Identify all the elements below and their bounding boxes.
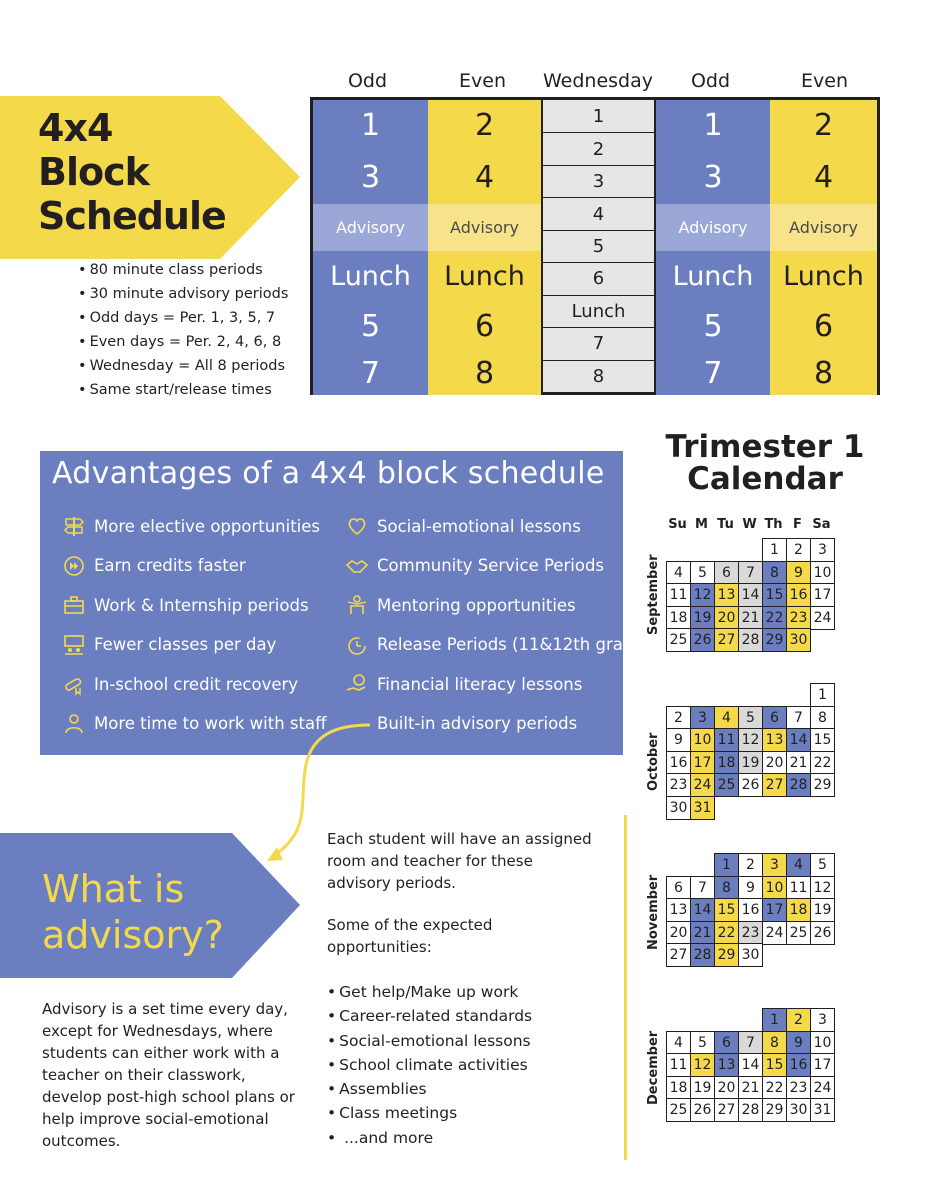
- calendar-day: 16: [738, 898, 763, 922]
- calendar-day: 14: [738, 583, 763, 607]
- advantage-item: [345, 590, 576, 620]
- advantage-item: [62, 669, 298, 699]
- calendar-day: 9: [786, 1031, 811, 1055]
- calendar-day: 19: [810, 898, 835, 922]
- calendar-day: 24: [690, 773, 715, 797]
- period-cell-wednesday: 4: [541, 197, 656, 229]
- advantage-item: [345, 511, 581, 541]
- weekday-label: Tu: [717, 517, 734, 532]
- briefcase-icon: [62, 593, 86, 617]
- advantage-label: In-school credit recovery: [94, 674, 299, 694]
- calendar-day: 26: [690, 1098, 715, 1122]
- calendar-day: 8: [810, 706, 835, 730]
- column-header-wednesday: Wednesday: [542, 70, 653, 92]
- calendar-day: 11: [714, 728, 739, 752]
- calendar-day: 5: [690, 561, 715, 585]
- calendar-day: 18: [714, 751, 739, 775]
- calendar-day: 7: [786, 706, 811, 730]
- calendar-day: 3: [762, 853, 787, 877]
- period-cell-even: 4: [770, 151, 877, 204]
- advantage-item: [345, 551, 604, 581]
- calendar-day: 19: [690, 606, 715, 630]
- fact-item: • Same start/release times: [78, 378, 288, 402]
- calendar-day: 9: [786, 561, 811, 585]
- period-cell-odd: 1: [656, 100, 770, 151]
- calendar-day: 18: [666, 606, 691, 630]
- period-cell-odd: Lunch: [656, 251, 770, 301]
- calendar-day: 26: [690, 628, 715, 652]
- schedule-facts-list: [78, 258, 288, 402]
- calendar-day: 2: [786, 538, 811, 562]
- calendar-day: 23: [786, 606, 811, 630]
- calendar-day: 21: [690, 921, 715, 945]
- calendar-day: 5: [738, 706, 763, 730]
- calendar-day: 23: [738, 921, 763, 945]
- calendar-day: 7: [738, 561, 763, 585]
- calendar-day: 24: [762, 921, 787, 945]
- calendar-day: 31: [690, 796, 715, 820]
- fact-item: • Odd days = Per. 1, 3, 5, 7: [78, 306, 288, 330]
- period-cell-even: 6: [770, 301, 877, 351]
- calendar-day: 19: [690, 1076, 715, 1100]
- advantage-label: Community Service Periods: [377, 556, 605, 575]
- weekday-label: F: [793, 517, 802, 532]
- advantage-item: [62, 590, 309, 620]
- advantage-label: Earn credits faster: [94, 556, 246, 575]
- classroom-icon: [62, 633, 86, 657]
- calendar-day: 9: [666, 728, 691, 752]
- advantage-label: Fewer classes per day: [94, 635, 277, 654]
- advantage-item: [62, 511, 320, 541]
- calendar-day: 10: [690, 728, 715, 752]
- advantages-title: Advantages of a 4x4 block schedule: [52, 456, 605, 491]
- period-cell-even: Lunch: [428, 251, 541, 301]
- calendar-day: 25: [786, 921, 811, 945]
- list-item: • Class meetings: [327, 1101, 532, 1125]
- calendar-day: 21: [738, 606, 763, 630]
- period-cell-even: 6: [428, 301, 541, 351]
- calendar-day: 23: [786, 1076, 811, 1100]
- calendar-day: 8: [762, 1031, 787, 1055]
- calendar-day: 3: [690, 706, 715, 730]
- calendar-day: 14: [786, 728, 811, 752]
- calendar-day: 10: [762, 876, 787, 900]
- period-cell-even: 2: [428, 100, 541, 151]
- weekday-label: Th: [764, 517, 783, 532]
- period-cell-odd: 5: [656, 301, 770, 351]
- calendar-day: 10: [810, 561, 835, 585]
- calendar-day: 22: [810, 751, 835, 775]
- period-cell-wednesday: 5: [541, 230, 656, 262]
- period-cell-even: 8: [428, 351, 541, 395]
- calendar-day: 5: [690, 1031, 715, 1055]
- period-cell-wednesday: Lunch: [541, 295, 656, 327]
- calendar-day: 30: [786, 1098, 811, 1122]
- handshake-icon: [345, 554, 369, 578]
- month-label: November: [646, 874, 661, 950]
- calendar-day: 1: [714, 853, 739, 877]
- advantage-label: Built-in advisory periods: [377, 714, 578, 733]
- column-header-odd-2: Odd: [690, 70, 731, 92]
- calendar-day: 30: [738, 943, 763, 967]
- calendar-day: 22: [714, 921, 739, 945]
- calendar-day: 18: [786, 898, 811, 922]
- calendar-day: 26: [810, 921, 835, 945]
- calendar-day: 23: [666, 773, 691, 797]
- period-cell-odd: 3: [313, 151, 428, 204]
- calendar-day: 14: [690, 898, 715, 922]
- calendar-day: 25: [666, 628, 691, 652]
- calendar-day: 17: [690, 751, 715, 775]
- advantage-label: Work & Internship periods: [94, 595, 309, 615]
- advantage-label: More time to work with staff: [94, 714, 327, 733]
- calendar-day: 14: [738, 1053, 763, 1077]
- calendar-day: 30: [786, 628, 811, 652]
- calendar-day: 20: [666, 921, 691, 945]
- period-cell-odd: 7: [313, 351, 428, 395]
- period-cell-odd: Lunch: [313, 251, 428, 301]
- page-title: 4x4 Block Schedule: [38, 106, 226, 238]
- calendar-day: 22: [762, 606, 787, 630]
- advantage-item: [345, 669, 582, 699]
- period-cell-even: Lunch: [770, 251, 877, 301]
- calendar-day: 30: [666, 796, 691, 820]
- advantage-item: [62, 551, 246, 581]
- advantage-label: Mentoring opportunities: [377, 595, 576, 615]
- clock-icon: [345, 633, 369, 657]
- calendar-day: 15: [762, 583, 787, 607]
- period-cell-odd: 1: [313, 100, 428, 151]
- list-item: • Career-related standards: [327, 1004, 532, 1028]
- calendar-day: 25: [714, 773, 739, 797]
- money-hand-icon: [345, 672, 369, 696]
- calendar-day: 11: [666, 583, 691, 607]
- calendar-day: 12: [738, 728, 763, 752]
- calendar-day: 15: [714, 898, 739, 922]
- list-item: • Assemblies: [327, 1077, 532, 1101]
- fast-forward-icon: [62, 554, 86, 578]
- calendar-day: 8: [762, 561, 787, 585]
- calendar-day: 16: [786, 583, 811, 607]
- calendar-day: 12: [810, 876, 835, 900]
- calendar-day: 13: [762, 728, 787, 752]
- calendar-day: 2: [666, 706, 691, 730]
- calendar-day: 11: [786, 876, 811, 900]
- calendar-day: 24: [810, 606, 835, 630]
- advisory-expected-text: Some of the expected opportunities:: [327, 916, 493, 956]
- brain-heart-icon: [345, 514, 369, 538]
- calendar-day: 10: [810, 1031, 835, 1055]
- calendar-day: 4: [666, 1031, 691, 1055]
- calendar-day: 29: [762, 628, 787, 652]
- weekday-label: M: [695, 517, 708, 532]
- mentor-icon: [345, 593, 369, 617]
- calendar-day: 7: [690, 876, 715, 900]
- calendar-day: 4: [786, 853, 811, 877]
- calendar-day: 6: [714, 561, 739, 585]
- student-icon: [62, 712, 86, 736]
- calendar-day: 28: [738, 628, 763, 652]
- weekday-label: W: [742, 517, 757, 532]
- period-cell-wednesday: 3: [541, 165, 656, 197]
- calendar-day: 27: [666, 943, 691, 967]
- calendar-day: 20: [714, 606, 739, 630]
- calendar-day: 16: [666, 751, 691, 775]
- month-label: December: [646, 1030, 661, 1105]
- calendar-day: 28: [738, 1098, 763, 1122]
- calendar-day: 5: [810, 853, 835, 877]
- calendar-day: 8: [714, 876, 739, 900]
- advisory-assigned-text: Each student will have an assigned room and teacher for these advisory periods.: [327, 830, 592, 892]
- calendar-day: 29: [810, 773, 835, 797]
- calendar-day: 6: [762, 706, 787, 730]
- advantage-label: Release Periods (11&12th grade): [377, 635, 650, 654]
- period-cell-wednesday: 6: [541, 262, 656, 294]
- weekday-label: Su: [668, 517, 687, 532]
- period-cell-even: 2: [770, 100, 877, 151]
- fact-item: • Wednesday = All 8 periods: [78, 354, 288, 378]
- calendar-day: 12: [690, 1053, 715, 1077]
- calendar-day: 20: [714, 1076, 739, 1100]
- calendar-day: 21: [786, 751, 811, 775]
- period-cell-even: 4: [428, 151, 541, 204]
- period-cell-odd: 3: [656, 151, 770, 204]
- period-cell-wednesday: 8: [541, 360, 656, 392]
- period-cell-odd: 7: [656, 351, 770, 395]
- calendar-day: 29: [762, 1098, 787, 1122]
- calendar-day: 17: [762, 898, 787, 922]
- column-header-even-2: Even: [801, 70, 848, 92]
- diploma-icon: [62, 672, 86, 696]
- calendar-day: 2: [786, 1008, 811, 1032]
- advisory-heading: What is advisory?: [42, 867, 224, 957]
- advantage-item: [62, 630, 276, 660]
- calendar-day: 7: [738, 1031, 763, 1055]
- weekday-label: Sa: [812, 517, 831, 532]
- calendar-day: 3: [810, 1008, 835, 1032]
- period-cell-wednesday: 2: [541, 132, 656, 164]
- calendar-day: 28: [786, 773, 811, 797]
- period-cell-odd: Advisory: [313, 204, 428, 251]
- period-cell-wednesday: 7: [541, 327, 656, 359]
- calendar-day: 3: [810, 538, 835, 562]
- calendar-day: 9: [738, 876, 763, 900]
- advantage-label: Social-emotional lessons: [377, 516, 581, 536]
- calendar-day: 19: [738, 751, 763, 775]
- list-item: • Get help/Make up work: [327, 980, 532, 1004]
- list-item: • School climate activities: [327, 1053, 532, 1077]
- column-header-odd: Odd: [347, 70, 388, 92]
- calendar-day: 27: [714, 628, 739, 652]
- calendar-day: 13: [714, 583, 739, 607]
- calendar-day: 13: [714, 1053, 739, 1077]
- calendar-day: 1: [762, 1008, 787, 1032]
- period-cell-even: Advisory: [770, 204, 877, 251]
- calendar-day: 31: [810, 1098, 835, 1122]
- month-label: October: [646, 732, 661, 791]
- calendar-day: 11: [666, 1053, 691, 1077]
- calendar-day: 16: [786, 1053, 811, 1077]
- calendar-day: 12: [690, 583, 715, 607]
- month-label: September: [646, 553, 661, 635]
- calendar-day: 29: [714, 943, 739, 967]
- calendar-day: 26: [738, 773, 763, 797]
- period-cell-even: Advisory: [428, 204, 541, 251]
- calendar-day: 22: [762, 1076, 787, 1100]
- calendar-day: 27: [714, 1098, 739, 1122]
- calendar-day: 17: [810, 583, 835, 607]
- calendar-day: 1: [810, 683, 835, 707]
- list-item: • Social-emotional lessons: [327, 1029, 532, 1053]
- calendar-day: 25: [666, 1098, 691, 1122]
- advantage-label: More elective opportunities: [94, 516, 321, 536]
- calendar-day: 1: [762, 538, 787, 562]
- advantage-item: [345, 630, 650, 660]
- calendar-day: 6: [714, 1031, 739, 1055]
- calendar-day: 21: [738, 1076, 763, 1100]
- period-cell-odd: 5: [313, 301, 428, 351]
- period-cell-wednesday: 1: [541, 100, 656, 132]
- fact-item: • 80 minute class periods: [78, 258, 288, 282]
- calendar-day: 6: [666, 876, 691, 900]
- calendar-day: 2: [738, 853, 763, 877]
- advisory-description: Advisory is a set time every day, except for Wednesdays, where students can either work with a teacher on their classwork, develop post-high school plans or help improve social-emotional outcomes.: [42, 1000, 295, 1150]
- signpost-icon: [62, 514, 86, 538]
- calendar-day: 4: [714, 706, 739, 730]
- block-schedule-table: [310, 97, 880, 395]
- calendar-day: 28: [690, 943, 715, 967]
- calendar-day: 15: [810, 728, 835, 752]
- calendar-day: 13: [666, 898, 691, 922]
- calendar-day: 17: [810, 1053, 835, 1077]
- advantage-label: Financial literacy lessons: [377, 674, 583, 694]
- calendar-title: Trimester 1 Calendar: [665, 429, 865, 497]
- column-header-even: Even: [459, 70, 506, 92]
- advantage-item: [345, 709, 577, 739]
- fact-item: • 30 minute advisory periods: [78, 282, 288, 306]
- fact-item: • Even days = Per. 2, 4, 6, 8: [78, 330, 288, 354]
- calendar-day: 4: [666, 561, 691, 585]
- calendar-day: 27: [762, 773, 787, 797]
- calendar-day: 20: [762, 751, 787, 775]
- period-cell-odd: Advisory: [656, 204, 770, 251]
- calendar-day: 15: [762, 1053, 787, 1077]
- calendar-day: 24: [810, 1076, 835, 1100]
- list-item: • ...and more: [327, 1126, 532, 1150]
- calendar-day: 18: [666, 1076, 691, 1100]
- opportunities-list: [327, 980, 532, 1150]
- divider-line: [624, 815, 627, 1160]
- period-cell-even: 8: [770, 351, 877, 395]
